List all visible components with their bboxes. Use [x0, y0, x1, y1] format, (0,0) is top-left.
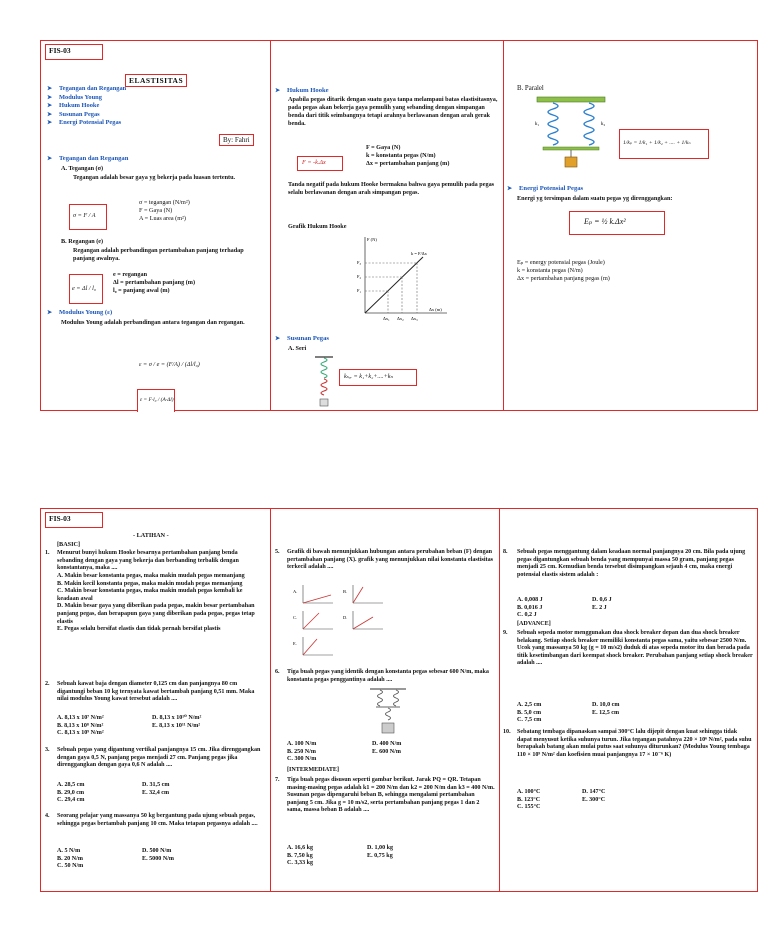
- subsection-heading: B. Regangan (e): [61, 238, 104, 245]
- question-8: [503, 549, 753, 578]
- axis-label: Δx (m): [429, 307, 442, 312]
- question-text: Sebuah pegas menggantung dalam keadaan normal panjangnya 20 cm. Bila pada ujung pegas digantungkan sebuah benda yang mempunyai massa 50 gram, panjang pegas menjadi 25 cm. Kemudian benda tersebut disimpangkan sejauh 4 cm, maka energi potensial elastis sistem adalah :: [517, 549, 746, 578]
- answer-option[interactable]: A. 28,5 cm: [57, 782, 85, 788]
- question-10: [503, 729, 753, 758]
- answer-option[interactable]: D. 1,00 kg: [367, 845, 394, 851]
- answer-option[interactable]: C. 50 N/m: [57, 863, 84, 870]
- answer-option[interactable]: E. 8,13 x 10¹¹ N/m²: [152, 722, 201, 729]
- body-text: Energi yg tersimpan dalam suatu pegas yg direnggangkan:: [517, 195, 673, 202]
- body-text: Tegangan adalah besar gaya yg bekerja pada luasan tertentu.: [73, 174, 236, 181]
- formula: σ = F / A: [73, 212, 96, 219]
- tick-label: F₃: [357, 260, 362, 265]
- question-number: 5.: [275, 549, 280, 555]
- question-9: [503, 630, 753, 667]
- subsection-heading: A. Seri: [288, 345, 307, 352]
- question-number: 4.: [45, 813, 50, 819]
- graph-letter: A.: [293, 589, 298, 594]
- question-text: Tiga buah pegas disusun seperti gambar berikut. Jarak PQ = QR. Tetapan masing-masing pegas adalah k1 = 200 N/m dan k2 = 200 N/m dan k3 = 400 N/m. Susunan pegas dipengaruhi beban B, sehingga mengalami pertambahan panjang 5 cm. Jika g = 10 m/s2, serta pertambahan panjang pegas 1 dan 2 sama, massa beban B adalah ....: [287, 777, 495, 814]
- section-heading: ➤ Tegangan dan Regangan: [47, 155, 128, 162]
- author-label: By: Fahri: [219, 134, 254, 146]
- section-heading: ➤ Modulus Young (ε): [47, 309, 112, 316]
- answer-option[interactable]: E. 2 J: [592, 604, 607, 611]
- formula-box: [619, 129, 709, 159]
- question-text: Menurut bunyi hukum Hooke besarnya pertambahan panjang benda sebanding dengan gaya yang bekerja dan berbanding terbalik dengan konstantanya, maka ....: [57, 550, 239, 572]
- question-5: [275, 549, 495, 571]
- definition: Δx = pertambahan panjang (m): [366, 160, 450, 167]
- toc-item: ➤ Tegangan dan Regangan: [47, 85, 247, 94]
- answer-option[interactable]: A. 8,13 x 10⁷ N/m²: [57, 715, 104, 721]
- formula-box: [137, 389, 175, 412]
- formula: kₛₑᵣ = k₁+k₂+....+kₙ: [344, 373, 394, 380]
- toc-item: ➤ Susunan Pegas: [47, 111, 247, 120]
- answer-option[interactable]: A. 0,008 J: [517, 597, 543, 603]
- answer-option[interactable]: D. 10,0 cm: [592, 702, 620, 708]
- axis-label: F (N): [367, 237, 377, 242]
- answer-option[interactable]: C. 0,2 J: [517, 612, 537, 619]
- answer-option[interactable]: E. 12,5 cm: [592, 709, 620, 716]
- question-4: [45, 813, 265, 827]
- answer-option[interactable]: B. 7,50 kg: [287, 852, 313, 859]
- page-code: FIS-03: [45, 44, 103, 60]
- answer-option[interactable]: A. 100 N/m: [287, 741, 317, 747]
- definition-list: [113, 271, 195, 295]
- page-one: [40, 40, 758, 411]
- formula: F = -k.Δx: [302, 159, 326, 166]
- question-text: Grafik di bawah menunjukkan hubungan antara perubahan beban (F) dengan pertambahan panjang (X). grafik yang menunjukkan nilai konstanta elastisitas terkecil adalah ....: [287, 549, 494, 571]
- question-number: 2.: [45, 681, 50, 687]
- definition: A = Luas area (m²): [139, 215, 186, 222]
- question-number: 8.: [503, 549, 508, 555]
- tick-label: F₁: [357, 288, 362, 293]
- section-heading: ➤ Susunan Pegas: [275, 335, 329, 342]
- formula-box: [69, 274, 103, 304]
- answer-option[interactable]: B. Makin kecil konstanta pegas, maka makin mudah pegas memanjang: [57, 580, 243, 587]
- definition: e = regangan: [113, 271, 148, 278]
- definition: σ = tegangan (N/m²): [139, 199, 190, 206]
- answer-option[interactable]: D. 400 N/m: [372, 741, 402, 747]
- toc-item: ➤ Energi Potensial Pegas: [47, 119, 247, 128]
- answer-grid: [287, 741, 457, 764]
- answer-option[interactable]: C. Makin besar konstanta pegas, maka makin mudah pegas kembali ke keadaan awal: [57, 588, 243, 602]
- answer-option[interactable]: B. 29,0 cm: [57, 789, 85, 796]
- question-1: [45, 550, 265, 572]
- graph-annotation: k = F/Δx: [411, 251, 427, 256]
- answer-grid: [57, 715, 247, 738]
- question-number: 9.: [503, 630, 508, 636]
- answer-grid: [287, 845, 447, 868]
- answer-option[interactable]: C. 8,13 x 10⁹ N/m²: [57, 730, 104, 737]
- answer-option[interactable]: B. 5,0 cm: [517, 709, 542, 716]
- definition-list: [517, 259, 610, 283]
- answer-option[interactable]: B. 8,13 x 10⁸ N/m²: [57, 722, 104, 729]
- answer-list: [57, 573, 265, 634]
- answer-grid: [517, 789, 647, 812]
- definition-list: [366, 144, 449, 168]
- definition: Δl = pertambahan panjang (m): [113, 279, 196, 286]
- body-text: Apabila pegas ditarik dengan suatu gaya tanpa melampaui batas elastisitasnya, pada pegas akan bekerja gaya pemulih yang sebanding dengan simpangan benda dari titik seimbangnya tetapi arahnya berlawanan dengan arah gerak benda.: [288, 96, 498, 127]
- page-code: FIS-03: [45, 512, 103, 528]
- question-number: 1.: [45, 550, 50, 556]
- formula-box: [69, 204, 107, 230]
- body-text: Tanda negatif pada hukum Hooke bermakna bahwa gaya pemulih pada pegas selalu berlawanan dengan arah simpangan pegas.: [288, 181, 495, 196]
- answer-option[interactable]: A. 5 N/m: [57, 848, 81, 854]
- question-text: Tiga buah pegas yang identik dengan konstanta pegas sebesar 600 N/m, maka konstanta pegas penggantinya adalah ....: [287, 669, 489, 683]
- definition: Δx = pertambahan panjang pegas (m): [517, 275, 610, 282]
- formula: ε = σ / e = (F/A) / (Δl/l₀): [139, 361, 200, 368]
- graph-letter: E.: [293, 641, 297, 646]
- question-5-graphs: [293, 583, 393, 665]
- question-6: [275, 669, 495, 683]
- formula: Eₚ = ½ k.Δx²: [584, 217, 626, 226]
- formula-box: [569, 211, 665, 235]
- question-number: 6.: [275, 669, 280, 675]
- answer-option[interactable]: D. 500 N/m: [142, 848, 172, 854]
- answer-option[interactable]: E. 300°C: [582, 796, 606, 803]
- question-text: Sebuah sepeda motor menggunakan dua shock breaker depan dan dua shock breaker belakang. Setiap shock breaker memiliki konstanta pegas sama, yaitu sebesar 2500 N/m. Ucok yang massanya 50 kg (g = 10 m/s2) duduk di atas sepeda motor itu dan berada pada titik kesetimbangan dari keempat shock breaker. Perubahan panjang setiap shock breaker adalah ....: [517, 630, 753, 667]
- level-label: [ADVANCE]: [517, 621, 551, 627]
- answer-option[interactable]: D. 147°C: [582, 789, 606, 795]
- formula: ε = F·l₀ / (A·Δl): [140, 397, 174, 403]
- answer-option[interactable]: C. 300 N/m: [287, 756, 317, 763]
- answer-option[interactable]: E. 0,75 kg: [367, 852, 393, 859]
- toc-item: ➤ Modulus Young: [47, 94, 247, 103]
- question-number: 10.: [503, 729, 511, 735]
- answer-grid: [517, 702, 667, 725]
- section-heading: ➤ Hukum Hooke: [275, 87, 329, 94]
- exercise-heading: - LATIHAN -: [133, 532, 169, 539]
- question-text: Sebuah pegas yang digantung vertikal panjangnya 15 cm. Jika direnggangkan dengan gaya 0,5 N, panjang pegas menjadi 27 cm. Panjang pegas jika direnggangkan dengan gaya 0,6 N adalah ....: [57, 747, 261, 769]
- answer-option[interactable]: C. 29,4 cm: [57, 797, 85, 804]
- table-of-contents: [47, 85, 247, 128]
- formula-box: [297, 156, 343, 171]
- definition: F = Gaya (N): [139, 207, 173, 214]
- question-text: Seorang pelajar yang massanya 50 kg bergantung pada ujung sebuah pegas, sehingga pegas bertambah panjang 10 cm. Maka tetapan pegasnya adalah ....: [57, 813, 258, 827]
- definition: Eₚ = energy potensial pegas (Joule): [517, 259, 605, 266]
- answer-option[interactable]: D. Makin besar gaya yang diberikan pada pegas, makin besar pertambahan panjang pegas, dan berapapun gaya yang diberikan pada pegas, pegas tetap elastis: [57, 603, 255, 625]
- answer-grid: [57, 782, 227, 805]
- question-6-spring-figure: [366, 687, 410, 737]
- answer-option[interactable]: B. 250 N/m: [287, 748, 316, 755]
- graph-letter: D.: [343, 615, 348, 620]
- question-text: Sebuah kawat baja dengan diameter 0,125 cm dan panjangnya 80 cm digantungi beban 10 kg ternyata kawat bertambah panjang 0,51 mm. Maka nilai modulus Young kawat tersebut adalah ....: [57, 681, 255, 703]
- answer-option[interactable]: D. 8,13 x 10¹⁰ N/m²: [152, 715, 202, 721]
- answer-option[interactable]: A. Makin besar konstanta pegas, maka makin mudah pegas memanjang: [57, 573, 245, 579]
- subsection-heading: B. Paralel: [517, 85, 544, 92]
- formula-box: [339, 369, 417, 386]
- page-two: [40, 508, 758, 892]
- spring-label: k₁: [535, 122, 540, 127]
- definition: l₀ = panjang awal (m): [113, 287, 170, 294]
- answer-option[interactable]: C. 155°C: [517, 804, 541, 811]
- graph-title: Grafik Hukum Hooke: [288, 223, 347, 230]
- question-2: [45, 681, 265, 703]
- answer-option[interactable]: E. 5000 N/m: [142, 855, 174, 862]
- section-heading: ➤ Energi Potensial Pegas: [507, 185, 583, 192]
- answer-option[interactable]: E. Pegas selalu bersifat elastis dan tidak pernah bersifat plastis: [57, 626, 221, 633]
- level-label: [INTERMEDIATE]: [287, 767, 340, 773]
- answer-grid: [517, 597, 667, 620]
- level-label: [BASIC]: [57, 541, 81, 548]
- answer-option[interactable]: B. 20 N/m: [57, 855, 83, 862]
- graph-letter: B.: [343, 589, 348, 594]
- answer-option[interactable]: D. 31,5 cm: [142, 782, 170, 788]
- answer-option[interactable]: A. 16,6 kg: [287, 845, 314, 851]
- answer-option[interactable]: C. 3,33 kg: [287, 860, 314, 867]
- tick-label: Δx₂: [397, 316, 404, 321]
- subsection-heading: A. Tegangan (σ): [61, 165, 104, 172]
- formula: 1/kₚ = 1/k₁ + 1/k₂ + .... + 1/kₙ: [623, 140, 691, 146]
- column-divider: [503, 41, 504, 410]
- column-divider: [499, 509, 500, 891]
- definition: k = konstanta pegas (N/m): [517, 267, 583, 274]
- answer-option[interactable]: E. 32,4 cm: [142, 789, 170, 796]
- column-divider: [270, 41, 271, 410]
- body-text: Modulus Young adalah perbandingan antara tegangan dan regangan.: [61, 319, 245, 326]
- answer-option[interactable]: B. 0,016 J: [517, 604, 543, 611]
- column-divider: [270, 509, 271, 891]
- tick-label: Δx₁: [383, 316, 390, 321]
- question-3: [45, 747, 265, 769]
- series-spring-figure: [313, 355, 335, 413]
- question-7: [275, 777, 495, 814]
- answer-option[interactable]: C. 7,5 cm: [517, 717, 542, 724]
- body-text: Regangan adalah perbandingan pertambahan panjang terhadap panjang awalnya.: [73, 247, 244, 262]
- answer-grid: [57, 848, 227, 871]
- spring-label: k₂: [601, 122, 606, 127]
- hooke-graph: [351, 233, 451, 323]
- question-number: 7.: [275, 777, 280, 783]
- definition: F = Gaya (N): [366, 144, 401, 151]
- tick-label: F₂: [357, 274, 362, 279]
- toc-item: ➤ Hukum Hooke: [47, 102, 247, 111]
- answer-option[interactable]: E. 600 N/m: [372, 748, 401, 755]
- page-title: ELASTISITAS: [125, 74, 187, 87]
- definition-list: [139, 199, 190, 223]
- question-number: 3.: [45, 747, 50, 753]
- tick-label: Δx₃: [411, 316, 418, 321]
- parallel-spring-figure: [531, 95, 611, 173]
- answer-option[interactable]: A. 100°C: [517, 789, 541, 795]
- question-text: Sebatang tembaga dipanaskan sampai 300°C lalu dijepit dengan kuat sehingga tidak dapat menyusut ketika suhunya turun. Jika tegangan patahnya 220 × 10⁶ N/m², pada suhu berapakah batang akan mulai putus saat suhunya diturunkan? (Modulus Young tembaga 110 × 10⁹ N/m² dan koefisien muai panjangnya 17 × 10⁻⁶ K): [517, 729, 752, 758]
- answer-option[interactable]: D. 0,6 J: [592, 597, 612, 603]
- answer-option[interactable]: B. 123°C: [517, 796, 541, 803]
- graph-letter: C.: [293, 615, 298, 620]
- formula: e = Δl / l₀: [72, 285, 97, 292]
- answer-option[interactable]: A. 2,5 cm: [517, 702, 542, 708]
- definition: k = konstanta pegas (N/m): [366, 152, 436, 159]
